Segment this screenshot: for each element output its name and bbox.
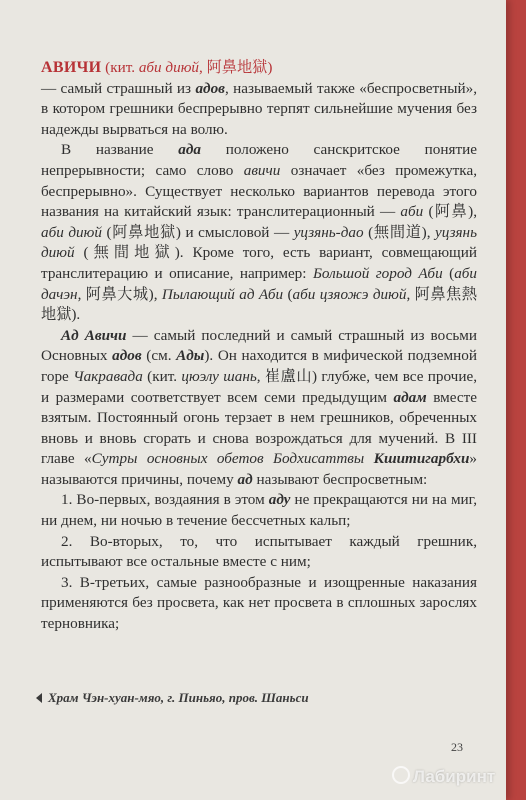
list-item-3: 3. В-третьих, самые разнообразные и изощренные наказания применяются без просвета, как нет просвета в сплошных зарослях терновника; (41, 573, 477, 633)
triangle-left-icon (36, 693, 42, 703)
page-number: 23 (451, 740, 463, 754)
entry-gloss: (кит. аби диюй, 阿鼻地獄) (101, 59, 273, 76)
photo-caption: Храм Чэн-хуан-мяо, г. Пиньяо, пров. Шаньси (36, 690, 456, 706)
entry-heading-line (41, 58, 477, 79)
entry-text (41, 58, 477, 635)
watermark-logo-icon (392, 766, 410, 784)
list-item-2: 2. Во-вторых, то, что испытывает каждый грешник, испытывают все остальные вместе с ним; (41, 532, 477, 571)
paragraph-1: — самый страшный из адов, называемый также «беспросветный», в котором грешники беспрерывно терпят сильнейшие мучения без надежды вырваться на волю. (41, 79, 478, 138)
paragraph-2: В название ада положено санскритское понятие непрерывности; само слово авичи означает «без промежутка, беспрерывно». Существует несколько вариантов перевода этого названия на китайский язык: транслитерационный — аби (阿鼻), аби диюй (阿鼻地獄) и смысловой — уцзянь-дао (無間道), уцзянь диюй (無間地獄). Кроме того, есть вариант, совмещающий транслитерацию и описание, например: Большой город Аби (аби дачэн, 阿鼻大城), Пылающий ад Аби (аби цзяожэ диюй, 阿鼻焦熱地獄). (41, 141, 478, 324)
entry-head: АВИЧИ (41, 59, 102, 76)
watermark: Лабиринт (392, 766, 495, 787)
paragraph-3: Ад Авичи — самый последний и самый страшный из восьми Основных адов (см. Ады). Он находится в мифической подземной горе Чакравада (кит. цюэлу шань, 崔盧山) глубже, чем все прочие, и размерами соответствует всем семи предыдущим адам вместе взятым. Постоянный огонь терзает в нем грешников, обреченных вновь и вновь сгорать и снова возрождаться для мучений. В III главе «Сутры основных обетов Бодхисаттвы Кшитигарбхи» называются причины, почему ад называют беспросветным: (41, 326, 478, 488)
list-item-1: 1. Во-первых, воздаяния в этом аду не прекращаются ни на миг, ни днем, ни ночью в течение бессчетных кальп; (41, 491, 477, 530)
